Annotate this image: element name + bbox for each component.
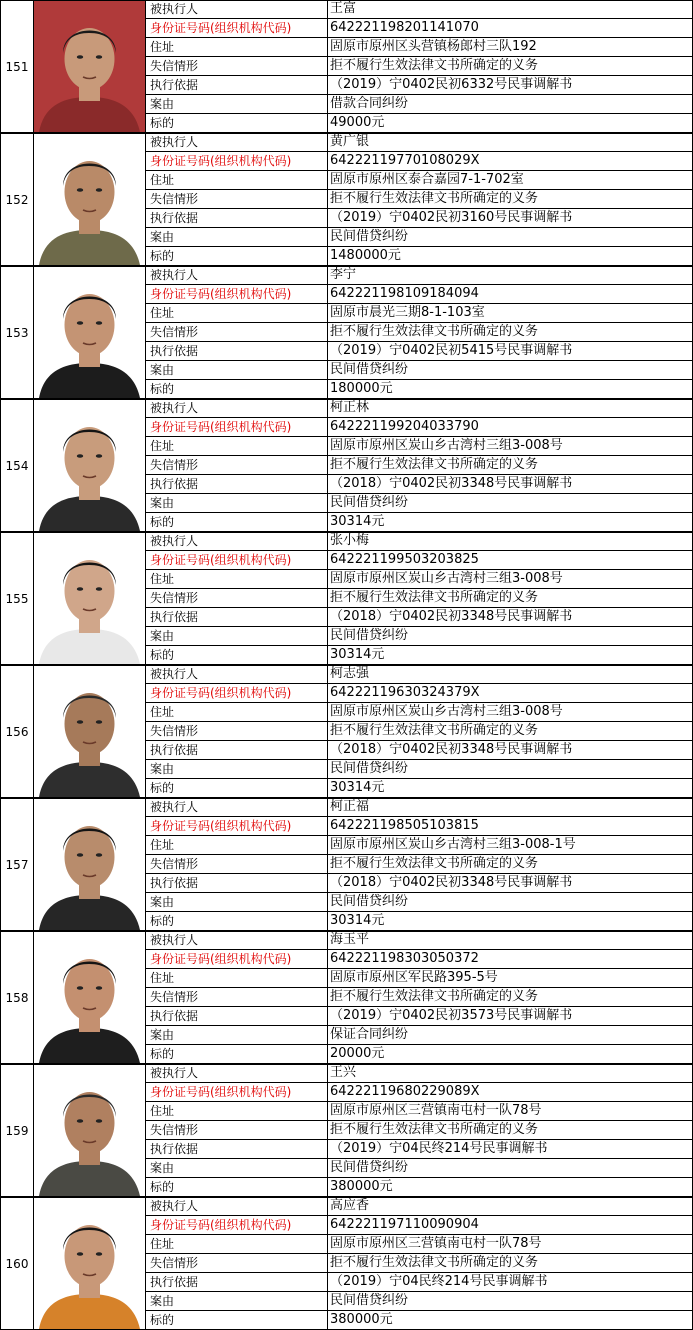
label-situation: 失信情形 xyxy=(146,1254,328,1273)
label-id: 身份证号码(组织机构代码) xyxy=(146,551,328,570)
value-amount: 30314元 xyxy=(328,912,693,931)
value-address: 固原市原州区三营镇南屯村一队78号 xyxy=(328,1102,693,1121)
portrait-image xyxy=(34,932,145,1063)
record-number: 151 xyxy=(0,0,33,133)
value-basis: （2019）宁0402民初6332号民事调解书 xyxy=(328,76,693,95)
label-address: 住址 xyxy=(146,969,328,988)
label-name: 被执行人 xyxy=(146,665,328,684)
value-amount: 49000元 xyxy=(328,114,693,133)
label-address: 住址 xyxy=(146,38,328,57)
label-address: 住址 xyxy=(146,703,328,722)
value-id: 642221197110090904 xyxy=(328,1216,693,1235)
label-amount: 标的 xyxy=(146,247,328,266)
portrait-image xyxy=(34,1198,145,1329)
portrait-photo xyxy=(33,0,146,133)
label-address: 住址 xyxy=(146,570,328,589)
value-amount: 20000元 xyxy=(328,1045,693,1064)
value-address: 固原市原州区炭山乡古湾村三组3-008-1号 xyxy=(328,836,693,855)
label-situation: 失信情形 xyxy=(146,855,328,874)
record-number: 159 xyxy=(0,1064,33,1197)
value-basis: （2019）宁0402民初5415号民事调解书 xyxy=(328,342,693,361)
label-id: 身份证号码(组织机构代码) xyxy=(146,285,328,304)
record-number: 154 xyxy=(0,399,33,532)
label-address: 住址 xyxy=(146,1102,328,1121)
label-cause: 案由 xyxy=(146,95,328,114)
record-row xyxy=(0,931,693,1064)
value-basis: （2019）宁04民终214号民事调解书 xyxy=(328,1273,693,1292)
record-row xyxy=(0,0,693,133)
label-situation: 失信情形 xyxy=(146,323,328,342)
label-situation: 失信情形 xyxy=(146,190,328,209)
label-name: 被执行人 xyxy=(146,1064,328,1083)
record-number: 152 xyxy=(0,133,33,266)
value-name: 王富 xyxy=(328,0,693,19)
label-situation: 失信情形 xyxy=(146,722,328,741)
label-amount: 标的 xyxy=(146,1311,328,1330)
value-id: 642221198505103815 xyxy=(328,817,693,836)
label-name: 被执行人 xyxy=(146,798,328,817)
value-name: 柯正福 xyxy=(328,798,693,817)
portrait-photo xyxy=(33,665,146,798)
value-situation: 拒不履行生效法律文书所确定的义务 xyxy=(328,57,693,76)
value-id: 642221198303050372 xyxy=(328,950,693,969)
label-name: 被执行人 xyxy=(146,1197,328,1216)
label-name: 被执行人 xyxy=(146,133,328,152)
value-id: 64222119770108029X xyxy=(328,152,693,171)
label-amount: 标的 xyxy=(146,1045,328,1064)
label-id: 身份证号码(组织机构代码) xyxy=(146,1083,328,1102)
value-cause: 保证合同纠纷 xyxy=(328,1026,693,1045)
value-name: 海玉平 xyxy=(328,931,693,950)
label-id: 身份证号码(组织机构代码) xyxy=(146,152,328,171)
value-address: 固原市原州区头营镇杨郎村三队192 xyxy=(328,38,693,57)
value-amount: 30314元 xyxy=(328,646,693,665)
label-situation: 失信情形 xyxy=(146,988,328,1007)
label-address: 住址 xyxy=(146,171,328,190)
portrait-image xyxy=(34,533,145,664)
portrait-photo xyxy=(33,532,146,665)
record-number: 153 xyxy=(0,266,33,399)
value-situation: 拒不履行生效法律文书所确定的义务 xyxy=(328,589,693,608)
label-basis: 执行依据 xyxy=(146,209,328,228)
label-address: 住址 xyxy=(146,304,328,323)
value-situation: 拒不履行生效法律文书所确定的义务 xyxy=(328,722,693,741)
label-cause: 案由 xyxy=(146,1026,328,1045)
value-amount: 380000元 xyxy=(328,1178,693,1197)
label-amount: 标的 xyxy=(146,1178,328,1197)
value-situation: 拒不履行生效法律文书所确定的义务 xyxy=(328,1254,693,1273)
value-id: 642221199503203825 xyxy=(328,551,693,570)
label-basis: 执行依据 xyxy=(146,475,328,494)
value-address: 固原市原州区炭山乡古湾村三组3-008号 xyxy=(328,703,693,722)
label-basis: 执行依据 xyxy=(146,1007,328,1026)
portrait-photo xyxy=(33,133,146,266)
label-id: 身份证号码(组织机构代码) xyxy=(146,684,328,703)
label-id: 身份证号码(组织机构代码) xyxy=(146,418,328,437)
label-situation: 失信情形 xyxy=(146,1121,328,1140)
label-basis: 执行依据 xyxy=(146,1140,328,1159)
portrait-image xyxy=(34,1065,145,1196)
value-situation: 拒不履行生效法律文书所确定的义务 xyxy=(328,1121,693,1140)
value-amount: 1480000元 xyxy=(328,247,693,266)
portrait-photo xyxy=(33,798,146,931)
record-row xyxy=(0,532,693,665)
value-id: 642221199204033790 xyxy=(328,418,693,437)
record-row xyxy=(0,798,693,931)
portrait-image xyxy=(34,666,145,797)
record-number: 157 xyxy=(0,798,33,931)
label-basis: 执行依据 xyxy=(146,342,328,361)
label-cause: 案由 xyxy=(146,494,328,513)
value-cause: 民间借贷纠纷 xyxy=(328,361,693,380)
value-address: 固原市原州区军民路395-5号 xyxy=(328,969,693,988)
portrait-photo xyxy=(33,266,146,399)
label-name: 被执行人 xyxy=(146,931,328,950)
value-address: 固原市原州区三营镇南屯村一队78号 xyxy=(328,1235,693,1254)
value-basis: （2019）宁04民终214号民事调解书 xyxy=(328,1140,693,1159)
label-amount: 标的 xyxy=(146,779,328,798)
record-row xyxy=(0,133,693,266)
value-situation: 拒不履行生效法律文书所确定的义务 xyxy=(328,855,693,874)
label-amount: 标的 xyxy=(146,380,328,399)
label-id: 身份证号码(组织机构代码) xyxy=(146,1216,328,1235)
label-basis: 执行依据 xyxy=(146,874,328,893)
value-address: 固原市原州区泰合嘉园7-1-702室 xyxy=(328,171,693,190)
value-id: 64222119680229089X xyxy=(328,1083,693,1102)
label-basis: 执行依据 xyxy=(146,1273,328,1292)
value-amount: 30314元 xyxy=(328,779,693,798)
label-address: 住址 xyxy=(146,437,328,456)
label-cause: 案由 xyxy=(146,1159,328,1178)
value-amount: 380000元 xyxy=(328,1311,693,1330)
value-address: 固原市原州区炭山乡古湾村三组3-008号 xyxy=(328,570,693,589)
record-row xyxy=(0,665,693,798)
value-basis: （2018）宁0402民初3348号民事调解书 xyxy=(328,741,693,760)
label-amount: 标的 xyxy=(146,912,328,931)
value-situation: 拒不履行生效法律文书所确定的义务 xyxy=(328,988,693,1007)
value-basis: （2019）宁0402民初3160号民事调解书 xyxy=(328,209,693,228)
label-id: 身份证号码(组织机构代码) xyxy=(146,817,328,836)
value-name: 高应香 xyxy=(328,1197,693,1216)
record-row xyxy=(0,1197,693,1330)
record-number: 156 xyxy=(0,665,33,798)
record-row xyxy=(0,266,693,399)
value-cause: 民间借贷纠纷 xyxy=(328,1292,693,1311)
portrait-image xyxy=(34,267,145,398)
value-basis: （2018）宁0402民初3348号民事调解书 xyxy=(328,608,693,627)
value-name: 黄广银 xyxy=(328,133,693,152)
label-amount: 标的 xyxy=(146,513,328,532)
portrait-image xyxy=(34,799,145,930)
value-id: 64222119630324379X xyxy=(328,684,693,703)
record-number: 158 xyxy=(0,931,33,1064)
value-situation: 拒不履行生效法律文书所确定的义务 xyxy=(328,323,693,342)
record-number: 160 xyxy=(0,1197,33,1330)
portrait-image xyxy=(34,1,145,132)
label-name: 被执行人 xyxy=(146,266,328,285)
value-name: 柯志强 xyxy=(328,665,693,684)
value-name: 柯正林 xyxy=(328,399,693,418)
label-cause: 案由 xyxy=(146,361,328,380)
value-id: 642221198109184094 xyxy=(328,285,693,304)
label-address: 住址 xyxy=(146,836,328,855)
label-cause: 案由 xyxy=(146,760,328,779)
record-number: 155 xyxy=(0,532,33,665)
label-situation: 失信情形 xyxy=(146,57,328,76)
label-basis: 执行依据 xyxy=(146,608,328,627)
value-cause: 民间借贷纠纷 xyxy=(328,627,693,646)
value-basis: （2018）宁0402民初3348号民事调解书 xyxy=(328,475,693,494)
label-name: 被执行人 xyxy=(146,399,328,418)
portrait-image xyxy=(34,400,145,531)
value-id: 642221198201141070 xyxy=(328,19,693,38)
label-situation: 失信情形 xyxy=(146,456,328,475)
value-name: 王兴 xyxy=(328,1064,693,1083)
value-basis: （2018）宁0402民初3348号民事调解书 xyxy=(328,874,693,893)
value-address: 固原市晨光三期8-1-103室 xyxy=(328,304,693,323)
value-cause: 民间借贷纠纷 xyxy=(328,760,693,779)
label-cause: 案由 xyxy=(146,893,328,912)
value-situation: 拒不履行生效法律文书所确定的义务 xyxy=(328,456,693,475)
portrait-photo xyxy=(33,931,146,1064)
value-basis: （2019）宁0402民初3573号民事调解书 xyxy=(328,1007,693,1026)
value-amount: 30314元 xyxy=(328,513,693,532)
label-cause: 案由 xyxy=(146,627,328,646)
value-amount: 180000元 xyxy=(328,380,693,399)
value-cause: 民间借贷纠纷 xyxy=(328,893,693,912)
portrait-photo xyxy=(33,399,146,532)
portrait-photo xyxy=(33,1064,146,1197)
label-amount: 标的 xyxy=(146,114,328,133)
label-name: 被执行人 xyxy=(146,532,328,551)
record-row xyxy=(0,1064,693,1197)
label-cause: 案由 xyxy=(146,1292,328,1311)
value-name: 张小梅 xyxy=(328,532,693,551)
label-amount: 标的 xyxy=(146,646,328,665)
value-name: 李宁 xyxy=(328,266,693,285)
value-cause: 借款合同纠纷 xyxy=(328,95,693,114)
label-cause: 案由 xyxy=(146,228,328,247)
value-cause: 民间借贷纠纷 xyxy=(328,228,693,247)
label-name: 被执行人 xyxy=(146,0,328,19)
label-id: 身份证号码(组织机构代码) xyxy=(146,19,328,38)
value-situation: 拒不履行生效法律文书所确定的义务 xyxy=(328,190,693,209)
label-id: 身份证号码(组织机构代码) xyxy=(146,950,328,969)
value-address: 固原市原州区炭山乡古湾村三组3-008号 xyxy=(328,437,693,456)
portrait-photo xyxy=(33,1197,146,1330)
value-cause: 民间借贷纠纷 xyxy=(328,494,693,513)
label-basis: 执行依据 xyxy=(146,741,328,760)
label-basis: 执行依据 xyxy=(146,76,328,95)
value-cause: 民间借贷纠纷 xyxy=(328,1159,693,1178)
label-situation: 失信情形 xyxy=(146,589,328,608)
label-address: 住址 xyxy=(146,1235,328,1254)
record-row xyxy=(0,399,693,532)
portrait-image xyxy=(34,134,145,265)
